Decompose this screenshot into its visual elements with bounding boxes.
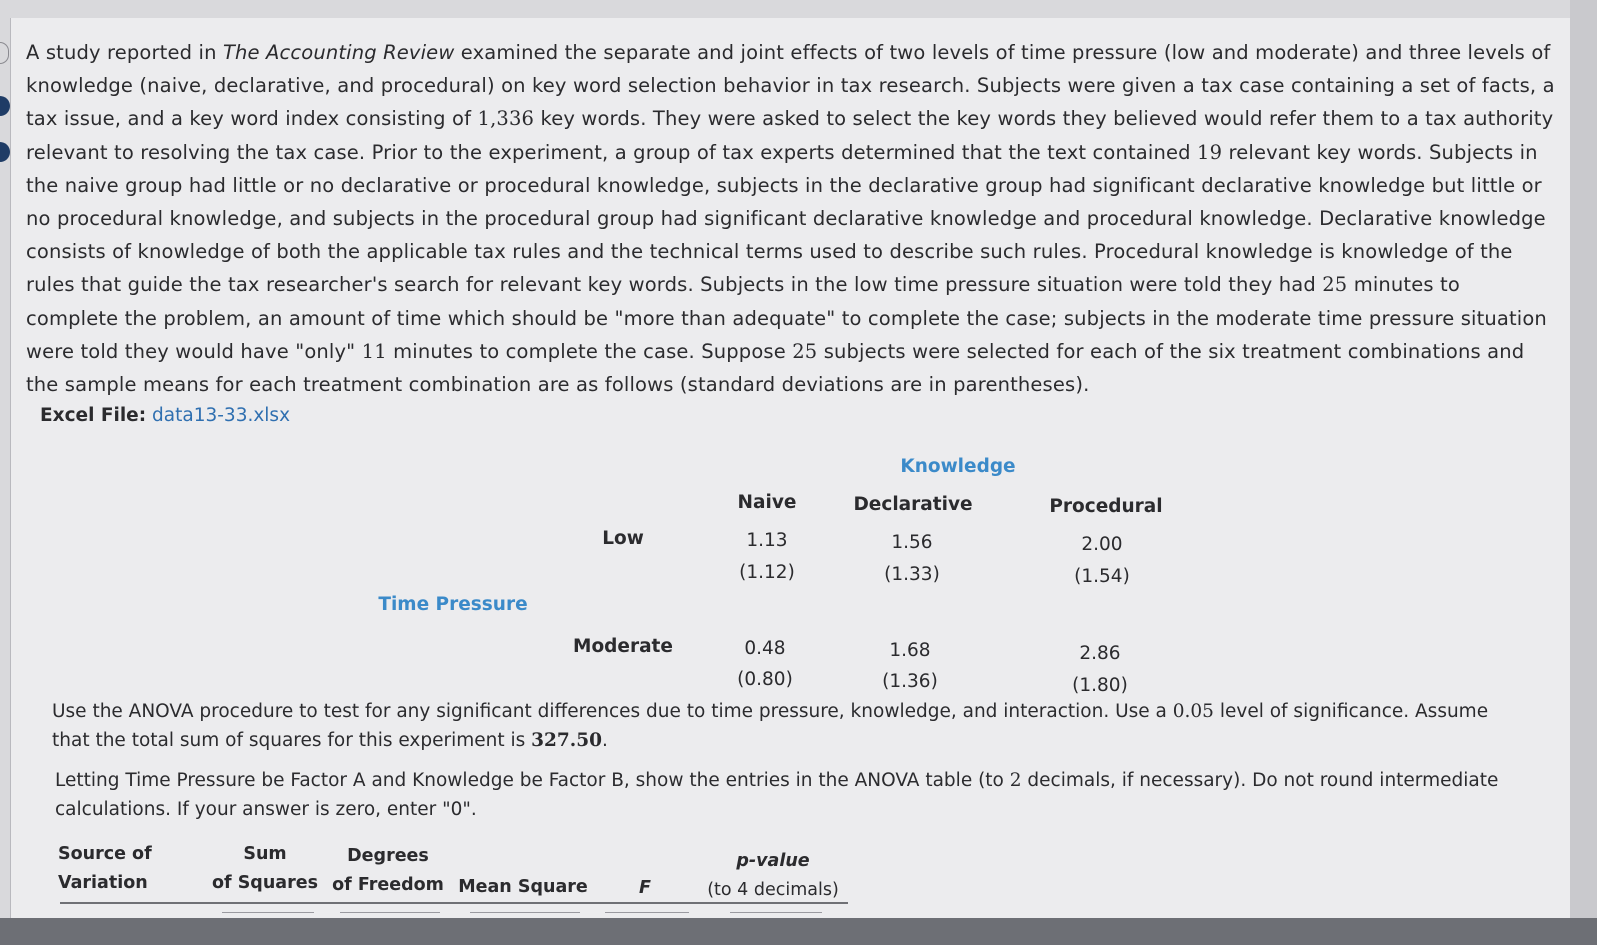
right-edge [1570, 0, 1597, 945]
col-naive: Naive [737, 492, 797, 513]
anova-col-f: F [639, 878, 651, 898]
input-underline [605, 912, 689, 913]
bottom-bar [0, 918, 1597, 945]
question-marker-icon[interactable] [0, 42, 9, 64]
sd-low-naive: (1.12) [739, 562, 795, 583]
anova-col-ss: Sum of Squares [211, 844, 319, 893]
mean-low-procedural: 2.00 [1081, 534, 1123, 555]
table-instructions: Letting Time Pressure be Factor A and Knowledge be Factor B, show the entries in the ANOVA table (to 2 decimals, if necessary). Do not round intermediate calculations. If your answer is zero, enter "0". [55, 770, 1499, 820]
input-underline [222, 912, 314, 913]
question-marker-icon[interactable] [0, 142, 10, 162]
anova-header-rule [60, 902, 848, 904]
sd-moderate-procedural: (1.80) [1072, 675, 1128, 696]
input-underline [470, 912, 580, 913]
excel-file-line [40, 405, 290, 426]
sd-low-procedural: (1.54) [1074, 566, 1130, 587]
input-underline [340, 912, 440, 913]
anova-col-pvalue: p-value (to 4 decimals) [707, 851, 839, 900]
anova-col-ms: Mean Square [458, 877, 588, 897]
mean-low-naive: 1.13 [746, 530, 788, 551]
anova-col-df: Degrees of Freedom [332, 846, 444, 895]
excel-file-label: Excel File: [40, 405, 147, 426]
col-procedural: Procedural [1049, 496, 1163, 517]
col-declarative: Declarative [853, 494, 973, 515]
sd-moderate-naive: (0.80) [737, 669, 793, 690]
factor-b-label: Knowledge [900, 456, 1016, 477]
sd-moderate-declarative: (1.36) [882, 671, 938, 692]
mean-moderate-procedural: 2.86 [1079, 643, 1121, 664]
mean-moderate-naive: 0.48 [744, 638, 786, 659]
journal-name: The Accounting Review [222, 41, 455, 64]
mean-moderate-declarative: 1.68 [889, 640, 931, 661]
input-underline [730, 912, 822, 913]
row-moderate-label: Moderate [573, 636, 673, 657]
problem-text: A study reported in The Accounting Review examined the separate and joint effects of two levels of time pressure (low and moderate) and three levels of knowledge (naive, declarative, and procedural) on key word selection behavior in tax research. Subjects were given a tax case containing a set of facts, a tax issue, and a key word index consisting of 1,336 key words. They were asked to select the key words they believed would refer them to a tax authority relevant to resolving the tax case. Prior to the experiment, a group of tax experts determined that the text contained 19 relevant key words. Subjects in the naive group had little or no declarative or procedural knowledge, subjects in the declarative group had significant declarative knowledge but little or no procedural knowledge, and subjects in the procedural group had significant declarative knowledge and procedural knowledge. Declarative knowledge consists of knowledge of both the applicable tax rules and the technical terms used to describe such rules. Procedural knowledge is knowledge of the rules that guide the tax researcher's search for relevant key words. Subjects in the low time pressure situation were told they had 25 minutes to complete the problem, an amount of time which should be "more than adequate" to complete the case; subjects in the moderate time pressure situation were told they would have "only" 11 minutes to complete the case. Suppose 25 subjects were selected for each of the six treatment combinations and the sample means for each treatment combination are as follows (standard deviations are in parentheses). [26, 41, 1555, 397]
row-low-label: Low [602, 528, 644, 549]
sd-low-declarative: (1.33) [884, 564, 940, 585]
mean-low-declarative: 1.56 [891, 532, 933, 553]
anova-col-source: Source of Variation [58, 844, 152, 893]
factor-a-label: Time Pressure [378, 594, 528, 615]
question-marker-icon[interactable] [0, 96, 10, 116]
excel-file-link[interactable]: data13-33.xlsx [152, 405, 291, 426]
anova-instructions: Use the ANOVA procedure to test for any significant differences due to time pressure, knowledge, and interaction. Use a 0.05 level of significance. Assume that the total sum of squares for this experiment is 327.50. [52, 701, 1489, 751]
